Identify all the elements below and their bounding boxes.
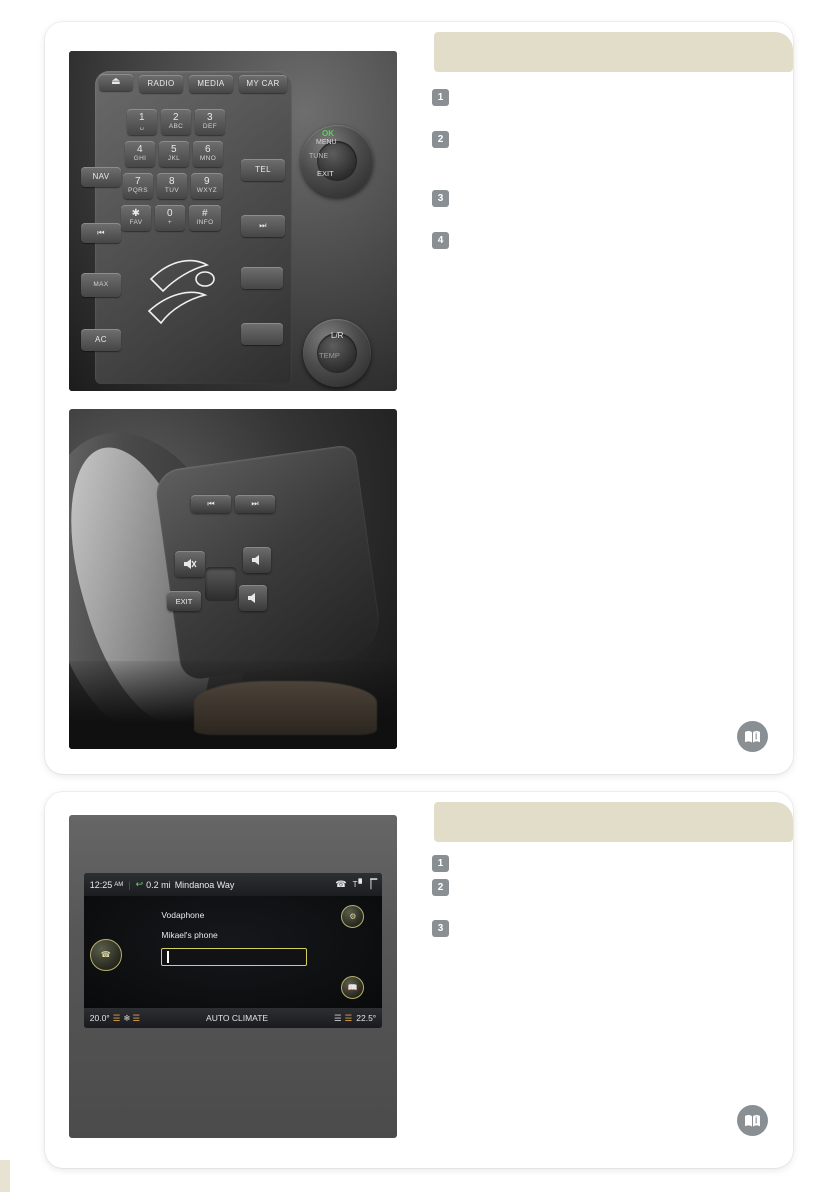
manual-book-icon-top[interactable] [737, 721, 768, 752]
marker-4-top: 4 [432, 232, 449, 249]
menu-label: MENU [316, 139, 337, 146]
left-temperature: 20.0° [89, 1013, 110, 1024]
radio-button: RADIO [139, 75, 183, 93]
settings-icon[interactable]: ⚙ [341, 905, 364, 928]
keypad-key-3: 3 DEF [195, 109, 225, 135]
marker-1-top: 1 [432, 89, 449, 106]
keypad-key-8: 8 TUV [157, 173, 187, 199]
temp-label: TEMP [319, 351, 340, 360]
auto-climate-label: AUTO CLIMATE [206, 1013, 269, 1024]
volume-down-icon [247, 592, 259, 604]
eject-button: ⏏ [99, 74, 133, 91]
wheel-previous-track-button: ⏮ [191, 495, 231, 513]
phone-call-icon[interactable]: ☎ [90, 939, 122, 971]
page-corner-sliver [0, 1160, 10, 1192]
keypad-key-6: 6 MNO [193, 141, 223, 167]
media-button: MEDIA [189, 75, 233, 93]
keypad-key-9: 9 WXYZ [191, 173, 223, 199]
keypad-key-4: 4 GHI [125, 141, 155, 167]
nav-button: NAV [81, 167, 121, 187]
screen-climate-bar [84, 1008, 382, 1028]
status-nav-distance: 0.2 mi [146, 879, 171, 890]
section-header-strip-top [434, 32, 793, 72]
ok-label: OK [322, 129, 334, 138]
text-caret [167, 951, 169, 964]
right-airflow-icon: ☰ [334, 1012, 342, 1023]
fan-icon: ❄ [123, 1012, 131, 1023]
phone-handset-icon: ☎ [335, 879, 347, 890]
keypad-key-1: 1 ␣ [127, 109, 157, 135]
rear-defroster-button [241, 267, 283, 289]
screen-display [84, 873, 382, 1028]
marker-2-top: 2 [432, 131, 449, 148]
status-clock-meridiem: AM [114, 881, 124, 888]
seat-diagram-graphic [141, 249, 217, 339]
status-clock: 12:25 [89, 879, 113, 890]
ok-menu-knob [301, 125, 373, 197]
keypad-key-0: 0 + [155, 205, 185, 231]
steering-wheel-photo [69, 409, 397, 749]
keypad-key-2: 2 ABC [161, 109, 191, 135]
air-recirculation-button [241, 323, 283, 345]
volume-up-icon [251, 554, 263, 566]
device-label: Mikael's phone [161, 929, 218, 940]
center-console-photo [69, 51, 397, 391]
ac-button: AC [81, 329, 121, 351]
wheel-mute-button [175, 551, 205, 577]
book-icon [744, 730, 761, 744]
keypad-key-star-fav: ✱ FAV [121, 205, 151, 231]
keypad-key-hash-info: # INFO [189, 205, 221, 231]
mute-icon [183, 558, 197, 570]
marker-2-bottom: 2 [432, 879, 449, 896]
next-track-button: ⏭ [241, 215, 285, 237]
wheel-leather-grip [194, 681, 378, 735]
turn-left-icon: ↩ [135, 879, 144, 890]
lr-label: L/R [331, 331, 344, 340]
left-seat-heater-icon: ☰ [112, 1012, 121, 1023]
carrier-label: Vodaphone [161, 909, 205, 920]
wheel-exit-button: EXIT [167, 591, 201, 611]
keypad-key-7: 7 PQRS [123, 173, 153, 199]
infotainment-screen-photo [69, 815, 397, 1138]
right-temperature: 22.5° [356, 1013, 377, 1024]
wheel-thumb-navigator [205, 567, 237, 601]
right-seat-heater-icon: ☰ [344, 1012, 353, 1023]
exit-label: EXIT [317, 169, 334, 178]
status-nav-street: Mindanoa Way [174, 879, 235, 890]
manual-book-icon-bottom[interactable] [737, 1105, 768, 1136]
book-icon [744, 1114, 761, 1128]
wheel-next-track-button: ⏭ [235, 495, 275, 513]
tel-button: TEL [241, 159, 285, 181]
phonebook-icon[interactable]: 📖 [341, 976, 364, 999]
previous-track-button: ⏮ [81, 223, 121, 243]
seat-outline-icon [141, 249, 217, 339]
tune-label: TUNE [309, 153, 329, 160]
marker-3-bottom: 3 [432, 920, 449, 937]
marker-3-top: 3 [432, 190, 449, 207]
wheel-volume-down-button [239, 585, 267, 611]
status-divider: | [128, 879, 131, 890]
mycar-button: MY CAR [239, 75, 287, 93]
marker-1-bottom: 1 [432, 855, 449, 872]
screen-content-area [84, 896, 382, 1008]
max-defrost-button: MAX [81, 273, 121, 297]
signal-strength-icon: ▘▕▔ [358, 879, 377, 890]
defrost-icon: ☰ [132, 1012, 141, 1023]
phone-number-input[interactable] [161, 948, 306, 967]
wheel-volume-up-button [243, 547, 271, 573]
section-header-strip-bottom [434, 802, 793, 842]
signal-bars-icon: T [352, 880, 358, 890]
keypad-key-5: 5 JKL [159, 141, 189, 167]
